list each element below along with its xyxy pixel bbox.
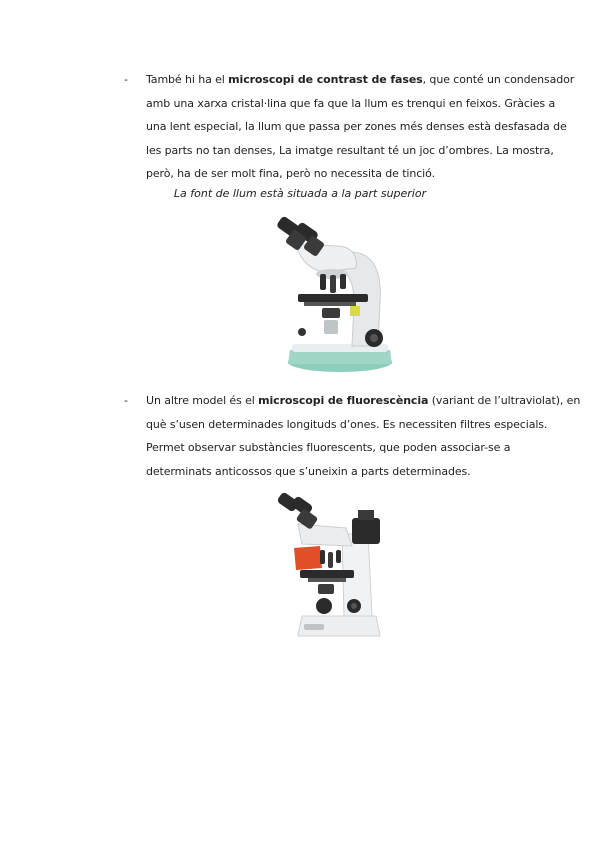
- text-run: , que conté un condensador: [422, 73, 575, 86]
- text-run: Un altre model és el: [146, 394, 259, 407]
- list-item-phase-contrast: [124, 68, 575, 186]
- text-line: una lent especial, la llum que passa per zones més denses està desfasada de: [146, 120, 567, 133]
- text-run: (variant de l’ultraviolat), en: [428, 394, 581, 407]
- text-line: amb una xarxa cristal·lina que fa que la llum es trenqui en feixos. Gràcies a: [146, 96, 556, 110]
- paragraph-phase-contrast: [146, 68, 575, 186]
- phase-contrast-microscope-image: [266, 212, 396, 374]
- list-item-fluorescence: [124, 389, 581, 483]
- paragraph-fluorescence: [146, 389, 581, 483]
- term-phase-contrast-microscope: microscopi de contrast de fases: [228, 73, 423, 86]
- text-line: determinats anticossos que s’uneixin a parts determinades.: [146, 464, 471, 478]
- figure-caption: La font de llum està situada a la part superior: [173, 187, 427, 200]
- text-run: També hi ha el: [146, 73, 229, 86]
- fluorescence-microscope-image: [272, 490, 388, 640]
- term-fluorescence-microscope: microscopi de fluorescència: [258, 394, 429, 407]
- bullet-dash: -: [124, 73, 128, 86]
- text-line: [146, 389, 581, 413]
- bullet-dash: -: [124, 394, 128, 407]
- text-line: Permet observar substàncies fluorescents, que poden associar-se a: [146, 441, 511, 454]
- text-line: què s’usen determinades longituds d’ones. Es necessiten filtres especials.: [146, 417, 548, 431]
- text-line: [146, 68, 575, 92]
- text-line: les parts no tan denses, La imatge resultant té un joc d’ombres. La mostra,: [146, 143, 554, 157]
- text-line: però, ha de ser molt fina, però no necessita de tinció.: [146, 167, 435, 180]
